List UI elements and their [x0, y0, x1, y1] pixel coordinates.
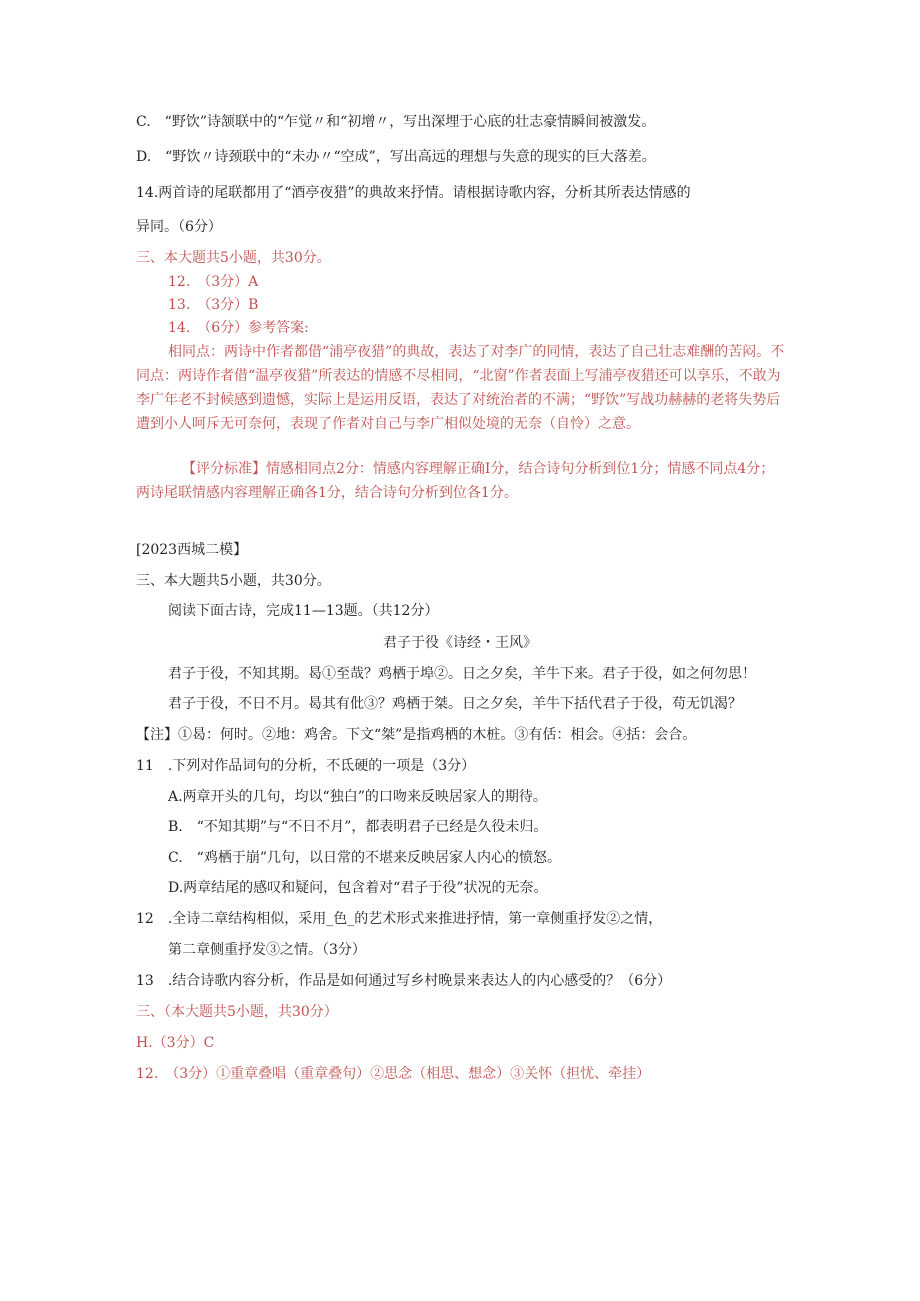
question-11-option-a: A.两章开头的几句，均以“独白”的口吻来反映居家人的期待。 — [168, 789, 547, 805]
question-14-line2: 异同。（6分） — [136, 219, 222, 235]
poem-line-1: 君子于役，不知其期。曷①至哉？鸡栖于埠②。日之夕矣，羊牛下来。君子于役，如之何勿思！ — [168, 666, 756, 682]
question-13: 13 .结合诗歌内容分析，作品是如何通过写乡村晚景来表达人的内心感受的？（6分） — [136, 973, 672, 989]
question-14-line1: 14.两首诗的尾联都用了“酒亭夜猎”的典故来抒情。请根据诗歌内容，分析其所表达情感的 — [136, 185, 691, 201]
question-12-line2: 第二章侧重抒发③之情。（3分） — [168, 942, 366, 958]
poem-title: 君子于役《诗经・王风》 — [383, 635, 537, 651]
answers-header: 三、本大题共5小题，共30分。 — [136, 250, 331, 266]
answer2-12: 12. （3分）①重章叠唱（重章叠句）②思念（相思、想念）③关怀（担忧、牵挂） — [136, 1066, 651, 1082]
option-c: C. “野饮”诗颔联中的“乍觉〃和“初增〃，写出深埋于心底的壮志豪情瞬间被激发。 — [136, 114, 656, 130]
question-11-option-b: B. “不知其期”与“不日不月”，都表明君子已经是久役未归。 — [168, 819, 548, 835]
answer-14-body: 相同点：两诗中作者都借“浦亭夜猎”的典故，表达了对李广的同情，表达了自己壮志难酬的苦闷。不同点：两诗作者借“温亭夜猎”所表达的情感不尽相同，“北窗”作者表面上写浦亭夜猎还可以享乐，不敢为李广年老不封候感到遗憾，实际上是运用反语，表达了对统治者的不满；“野饮”写战功赫赫的老将失势后遭到小人呵斥无可奈何，表现了作者对自己与李广相似处境的无奈（自怜）之意。 — [136, 344, 785, 432]
answer-12: 12. （3分）A — [168, 274, 259, 290]
reading-intro: 阅读下面古诗，完成11—13题。（共12分） — [168, 603, 439, 619]
answer2-11: H.（3分）C — [136, 1035, 215, 1051]
poem-line-2: 君子于役，不日不月。曷其有仳③？鸡栖于桀。日之夕矣，羊牛下括代君子于役，苟无饥渴？ — [168, 696, 742, 712]
source-label: [2023西城二模】 — [136, 542, 248, 558]
question-11-option-c: C. “鸡栖于崩”几句，以日常的不堪来反映居家人内心的愤怒。 — [168, 850, 561, 866]
section-header: 三、本大题共5小题，共30分。 — [136, 573, 331, 589]
question-11-option-d: D.两章结尾的感叹和疑问，包含着对“君子于役”状况的无奈。 — [168, 880, 548, 896]
answer-14: 14. （6分）参考答案: — [168, 320, 309, 336]
scoring-standard: 【评分标准】情感相同点2分：情感内容理解正确I分，结合诗句分析到位1分；情感不同点4分；两诗尾联情感内容理解正确各1分，结合诗句分析到位各1分。 — [136, 461, 775, 501]
answer-13: 13. （3分）B — [168, 297, 259, 313]
question-11: 11 .下列对作品词句的分析，不氐硬的一项是（3分） — [136, 758, 476, 774]
option-d: D. “野饮〃诗颈联中的“未办〃“空成”，写出高远的理想与失意的现实的巨大落差。 — [136, 149, 656, 165]
question-12-line1: 12 .全诗二章结构相似，采用_色_的艺术形式来推进抒情，第一章侧重抒发②之情， — [136, 911, 663, 927]
poem-note: 【注】①曷：何时。②地：鸡舍。下文“桀”是指鸡栖的木桩。③有佸：相会。④括：会合。 — [136, 727, 697, 743]
answers2-header: 三、（本大题共5小题，共30分） — [136, 1004, 338, 1020]
